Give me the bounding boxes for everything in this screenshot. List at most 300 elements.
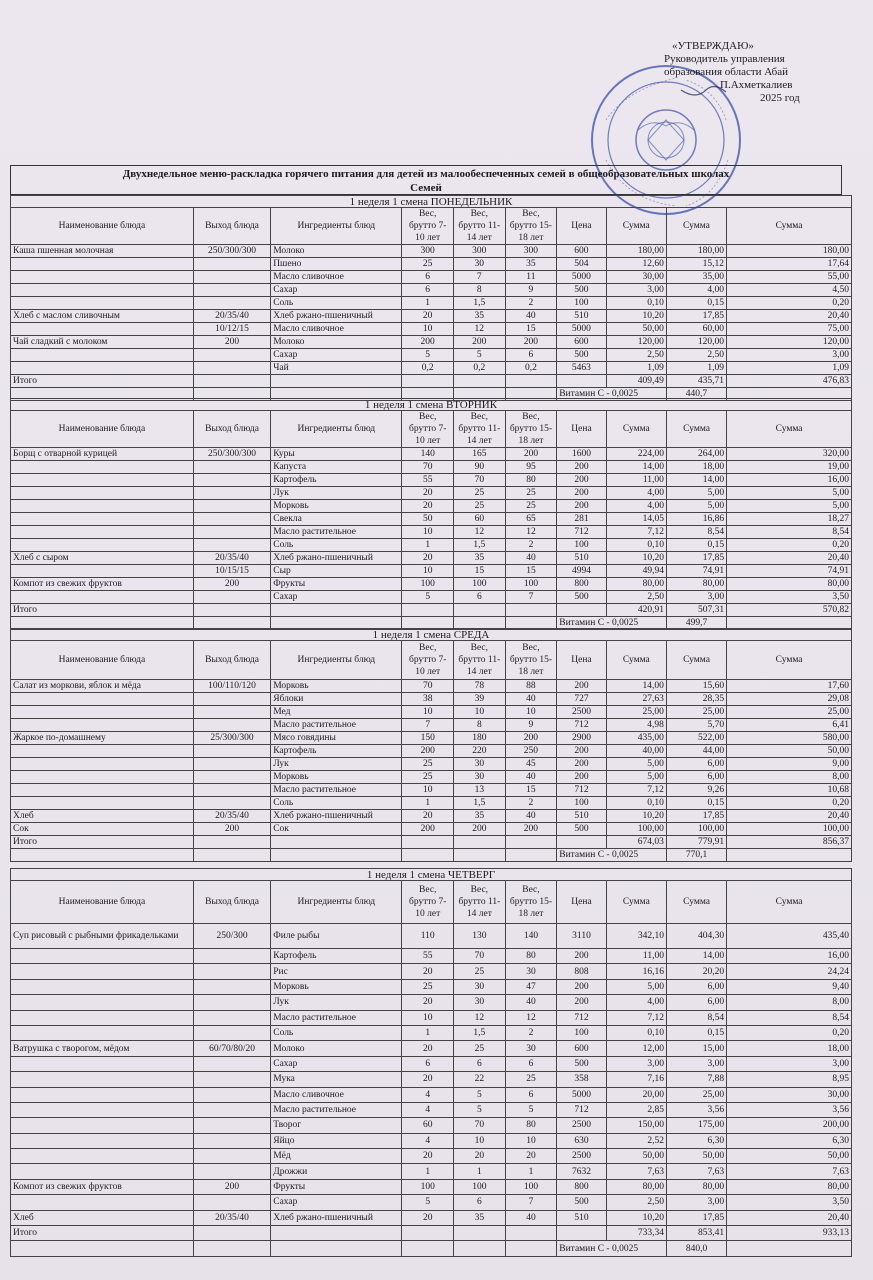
price: 500 [557,1056,606,1071]
dish-yield [193,1087,270,1102]
sum-15-18: 320,00 [727,448,852,461]
ingredient: Хлеб ржано-пшеничный [271,310,402,323]
weight-7-10: 50 [402,513,454,526]
col-header-sum-3: Сумма [727,881,852,924]
col-header-sum-1: Сумма [606,641,666,680]
sum-7-10: 5,00 [606,979,666,994]
price: 504 [557,258,606,271]
sum-15-18: 0,20 [727,539,852,552]
dish-yield [193,461,270,474]
weight-15-18: 12 [505,526,557,539]
sum-7-10: 180,00 [606,245,666,258]
weight-7-10: 1 [402,539,454,552]
col-header-sum-1: Сумма [606,411,666,448]
table-row [11,1010,852,1025]
weight-11-14: 78 [454,680,506,693]
ingredient: Морковь [271,771,402,784]
dish-name [11,758,194,771]
dish-yield: 25/300/300 [193,732,270,745]
dish-name [11,539,194,552]
dish-yield: 20/35/40 [193,810,270,823]
dish-yield: 250/300/300 [193,245,270,258]
dish-yield [193,500,270,513]
total-sum-7-10: 674,03 [606,836,666,849]
sum-11-14: 6,00 [666,758,726,771]
total-empty [271,836,402,849]
table-row [11,979,852,994]
sum-11-14: 25,00 [666,706,726,719]
sum-15-18: 7,63 [727,1164,852,1179]
weight-15-18: 40 [505,1210,557,1225]
weight-7-10: 38 [402,693,454,706]
table-row [11,823,852,836]
ingredient: Соль [271,539,402,552]
vitamin-value: 440,7 [666,388,726,401]
weight-7-10: 10 [402,784,454,797]
vitamin-empty [402,849,454,862]
dish-name [11,349,194,362]
table-row [11,245,852,258]
sum-15-18: 9,00 [727,758,852,771]
sum-7-10: 12,00 [606,1041,666,1056]
table-row [11,949,852,964]
sum-15-18: 10,68 [727,784,852,797]
total-sum-11-14: 853,41 [666,1226,726,1241]
weight-11-14: 70 [454,949,506,964]
weight-15-18: 80 [505,1118,557,1133]
price: 500 [557,1195,606,1210]
col-header-sum-1: Сумма [606,208,666,245]
sum-15-18: 50,00 [727,745,852,758]
dish-name [11,297,194,310]
table-row [11,487,852,500]
table-row [11,591,852,604]
ingredient: Молоко [271,1041,402,1056]
weight-15-18: 6 [505,1056,557,1071]
sum-7-10: 0,10 [606,797,666,810]
weight-15-18: 80 [505,949,557,964]
col-header-weight-15-18: Вес, брутто 15-18 лет [505,881,557,924]
sum-7-10: 4,00 [606,500,666,513]
sum-11-14: 180,00 [666,245,726,258]
table-row [11,1118,852,1133]
total-sum-7-10: 409,49 [606,375,666,388]
table-row [11,271,852,284]
weight-15-18: 40 [505,310,557,323]
table-row [11,310,852,323]
sum-15-18: 8,54 [727,526,852,539]
dish-name [11,706,194,719]
dish-yield: 100/110/120 [193,680,270,693]
sum-11-14: 3,56 [666,1102,726,1117]
col-header-weight-7-10: Вес, брутто 7-10 лет [402,411,454,448]
weight-7-10: 25 [402,758,454,771]
price: 2500 [557,706,606,719]
col-header-name: Наименование блюда [11,208,194,245]
sum-7-10: 1,09 [606,362,666,375]
price: 100 [557,539,606,552]
sum-15-18: 435,40 [727,924,852,949]
total-empty [454,836,506,849]
ingredient: Соль [271,297,402,310]
sum-11-14: 0,15 [666,297,726,310]
vitamin-empty [193,1241,270,1256]
ingredient: Творог [271,1118,402,1133]
weight-7-10: 55 [402,949,454,964]
table-row [11,1056,852,1071]
weight-15-18: 80 [505,474,557,487]
weight-7-10: 200 [402,823,454,836]
sum-11-14: 15,00 [666,1041,726,1056]
day-table [10,398,852,630]
weight-15-18: 200 [505,732,557,745]
price: 200 [557,487,606,500]
table-row [11,680,852,693]
table-row [11,719,852,732]
sum-11-14: 44,00 [666,745,726,758]
vitamin-value: 499,7 [666,617,726,630]
col-header-weight-11-14: Вес, брутто 11-14 лет [453,208,505,245]
day-table [10,195,852,401]
weight-7-10: 100 [402,1179,454,1194]
vitamin-label: Витамин С - 0,0025 [557,1241,667,1256]
weight-11-14: 300 [453,245,505,258]
weight-11-14: 12 [454,1010,506,1025]
ingredient: Лук [271,995,402,1010]
sum-7-10: 14,00 [606,461,666,474]
approval-line-2: Руководитель управления [664,53,785,65]
price: 2900 [557,732,606,745]
ingredient: Филе рыбы [271,924,402,949]
weight-7-10: 20 [402,1041,454,1056]
ingredient: Масло растительное [271,526,402,539]
weight-11-14: 1,5 [454,1025,506,1040]
total-label: Итого [11,604,194,617]
col-header-ingredients: Ингредиенты блюд [271,641,402,680]
sum-11-14: 17,85 [666,1210,726,1225]
dish-yield: 200 [193,1179,270,1194]
weight-15-18: 10 [505,706,557,719]
weight-15-18: 200 [505,823,557,836]
dish-yield [193,1025,270,1040]
dish-yield [193,362,270,375]
weight-15-18: 47 [505,979,557,994]
dish-name [11,362,194,375]
weight-11-14: 30 [454,995,506,1010]
ingredient: Морковь [271,680,402,693]
total-label: Итого [11,375,194,388]
sum-11-14: 100,00 [666,823,726,836]
dish-name: Хлеб [11,810,194,823]
dish-name: Компот из свежих фруктов [11,578,194,591]
dish-name [11,323,194,336]
weight-15-18: 9 [505,284,557,297]
weight-7-10: 10 [402,565,454,578]
ingredient: Хлеб ржано-пшеничный [271,1210,402,1225]
total-sum-15-18: 933,13 [727,1226,852,1241]
dish-name: Жаркое по-домашнему [11,732,194,745]
table-row [11,1179,852,1194]
dish-name [11,271,194,284]
price: 800 [557,578,606,591]
approval-line-3: образования области Абай [664,66,789,78]
dish-name [11,1056,194,1071]
dish-name [11,487,194,500]
weight-7-10: 25 [402,258,454,271]
weight-11-14: 10 [454,706,506,719]
price: 100 [557,1025,606,1040]
ingredient: Морковь [271,500,402,513]
weight-11-14: 35 [454,1210,506,1225]
sum-7-10: 30,00 [606,271,666,284]
sum-15-18: 75,00 [727,323,852,336]
weight-15-18: 12 [505,1010,557,1025]
sum-7-10: 10,20 [606,1210,666,1225]
sum-7-10: 27,63 [606,693,666,706]
dish-name [11,565,194,578]
day-title-row [11,196,852,208]
dish-name [11,258,194,271]
price: 2500 [557,1118,606,1133]
price: 600 [557,1041,606,1056]
sum-11-14: 120,00 [666,336,726,349]
sum-7-10: 14,05 [606,513,666,526]
weight-11-14: 1 [454,1164,506,1179]
sum-11-14: 6,30 [666,1133,726,1148]
sum-11-14: 5,70 [666,719,726,732]
col-header-price: Цена [557,411,606,448]
total-empty [557,1226,606,1241]
sum-7-10: 5,00 [606,771,666,784]
table-row [11,362,852,375]
total-label: Итого [11,1226,194,1241]
title-line-1: Двухнедельное меню-раскладка горячего питания для детей из малообеспеченных семей в общеобразовательных школах [122,168,730,180]
ingredient: Мед [271,706,402,719]
dish-yield [193,474,270,487]
table-row [11,745,852,758]
weight-7-10: 7 [402,719,454,732]
sum-7-10: 40,00 [606,745,666,758]
weight-7-10: 55 [402,474,454,487]
weight-7-10: 10 [402,1010,454,1025]
dish-name [11,1164,194,1179]
dish-yield [193,271,270,284]
price: 712 [557,784,606,797]
vitamin-empty [402,1241,454,1256]
col-header-sum-2: Сумма [666,881,726,924]
table-row [11,526,852,539]
sum-7-10: 7,63 [606,1164,666,1179]
ingredient: Сыр [271,565,402,578]
sum-11-14: 522,00 [666,732,726,745]
sum-15-18: 9,40 [727,979,852,994]
sum-11-14: 25,00 [666,1087,726,1102]
sum-15-18: 17,64 [727,258,852,271]
col-header-name: Наименование блюда [11,411,194,448]
dish-name [11,500,194,513]
ingredient: Яйцо [271,1133,402,1148]
header-row [11,881,852,924]
table-row [11,693,852,706]
col-header-sum-3: Сумма [727,411,852,448]
sum-15-18: 30,00 [727,1087,852,1102]
weight-11-14: 200 [453,336,505,349]
weight-15-18: 1 [505,1164,557,1179]
col-header-weight-7-10: Вес, брутто 7-10 лет [402,208,454,245]
totals-row [11,836,852,849]
weight-7-10: 25 [402,771,454,784]
weight-7-10: 60 [402,1118,454,1133]
total-empty [505,375,557,388]
weight-11-14: 5 [454,1102,506,1117]
weight-11-14: 1,5 [454,797,506,810]
sum-11-14: 8,54 [666,1010,726,1025]
price: 712 [557,1010,606,1025]
col-header-yield: Выход блюда [193,208,270,245]
totals-row [11,375,852,388]
col-header-name: Наименование блюда [11,881,194,924]
document-title [10,165,842,195]
col-header-sum-2: Сумма [666,208,726,245]
dish-yield: 200 [193,578,270,591]
price: 4994 [557,565,606,578]
price: 712 [557,719,606,732]
ingredient: Мука [271,1072,402,1087]
weight-11-14: 35 [454,552,506,565]
sum-11-14: 404,30 [666,924,726,949]
weight-15-18: 7 [505,591,557,604]
col-header-sum-3: Сумма [727,208,852,245]
sum-11-14: 15,12 [666,258,726,271]
ingredient: Масло растительное [271,1102,402,1117]
sum-11-14: 15,60 [666,680,726,693]
dish-name: Каша пшенная молочная [11,245,194,258]
sum-7-10: 150,00 [606,1118,666,1133]
weight-7-10: 20 [402,810,454,823]
ingredient: Масло растительное [271,1010,402,1025]
dish-name: Хлеб [11,1210,194,1225]
dish-name: Сок [11,823,194,836]
weight-7-10: 5 [402,349,454,362]
sum-7-10: 14,00 [606,680,666,693]
weight-15-18: 25 [505,500,557,513]
weight-11-14: 10 [454,1133,506,1148]
total-empty [557,375,606,388]
price: 200 [557,474,606,487]
day-table [10,868,852,1257]
col-header-weight-7-10: Вес, брутто 7-10 лет [402,641,454,680]
weight-7-10: 5 [402,591,454,604]
total-sum-15-18: 570,82 [727,604,852,617]
ingredient: Лук [271,758,402,771]
dish-name [11,995,194,1010]
totals-row [11,1226,852,1241]
sum-11-14: 17,85 [666,810,726,823]
price: 510 [557,810,606,823]
vitamin-empty [193,849,270,862]
weight-15-18: 15 [505,323,557,336]
sum-15-18: 16,00 [727,474,852,487]
sum-15-18: 8,00 [727,771,852,784]
weight-15-18: 100 [505,578,557,591]
table-row [11,995,852,1010]
weight-7-10: 20 [402,310,454,323]
dish-name [11,1149,194,1164]
col-header-yield: Выход блюда [193,641,270,680]
weight-15-18: 30 [505,964,557,979]
vitamin-empty [727,849,852,862]
price: 1600 [557,448,606,461]
price: 800 [557,1179,606,1194]
dish-yield: 200 [193,823,270,836]
sum-7-10: 7,16 [606,1072,666,1087]
price: 200 [557,680,606,693]
dish-name [11,979,194,994]
dish-yield [193,964,270,979]
sum-15-18: 6,41 [727,719,852,732]
dish-name [11,964,194,979]
weight-7-10: 200 [402,745,454,758]
sum-7-10: 7,12 [606,784,666,797]
vitamin-row [11,849,852,862]
sum-15-18: 0,20 [727,1025,852,1040]
sum-11-14: 175,00 [666,1118,726,1133]
table-row [11,461,852,474]
price: 200 [557,745,606,758]
weight-11-14: 7 [453,271,505,284]
table-row [11,797,852,810]
sum-7-10: 49,94 [606,565,666,578]
sum-15-18: 20,40 [727,1210,852,1225]
ingredient: Картофель [271,745,402,758]
dish-yield [193,1118,270,1133]
total-sum-11-14: 435,71 [666,375,726,388]
price: 510 [557,552,606,565]
weight-11-14: 35 [453,310,505,323]
sum-11-14: 2,50 [666,349,726,362]
weight-11-14: 35 [454,810,506,823]
weight-11-14: 12 [454,526,506,539]
header-row [11,641,852,680]
price: 7632 [557,1164,606,1179]
table-row [11,732,852,745]
total-empty [454,1226,506,1241]
dish-name [11,719,194,732]
sum-11-14: 16,86 [666,513,726,526]
total-sum-11-14: 779,91 [666,836,726,849]
sum-15-18: 8,54 [727,1010,852,1025]
price: 200 [557,461,606,474]
table-row [11,1195,852,1210]
sum-15-18: 80,00 [727,1179,852,1194]
weight-11-14: 100 [454,578,506,591]
vitamin-empty [727,1241,852,1256]
weight-11-14: 165 [454,448,506,461]
weight-7-10: 20 [402,964,454,979]
sum-7-10: 2,52 [606,1133,666,1148]
vitamin-label: Витамин С - 0,0025 [557,849,667,862]
weight-15-18: 6 [505,349,557,362]
dish-yield [193,719,270,732]
price: 200 [557,771,606,784]
price: 200 [557,979,606,994]
weight-11-14: 1,5 [454,539,506,552]
dish-name [11,284,194,297]
sum-15-18: 1,09 [727,362,852,375]
weight-7-10: 200 [402,336,454,349]
day-title: 1 неделя 1 смена ЧЕТВЕРГ [11,869,852,881]
total-empty [193,375,270,388]
